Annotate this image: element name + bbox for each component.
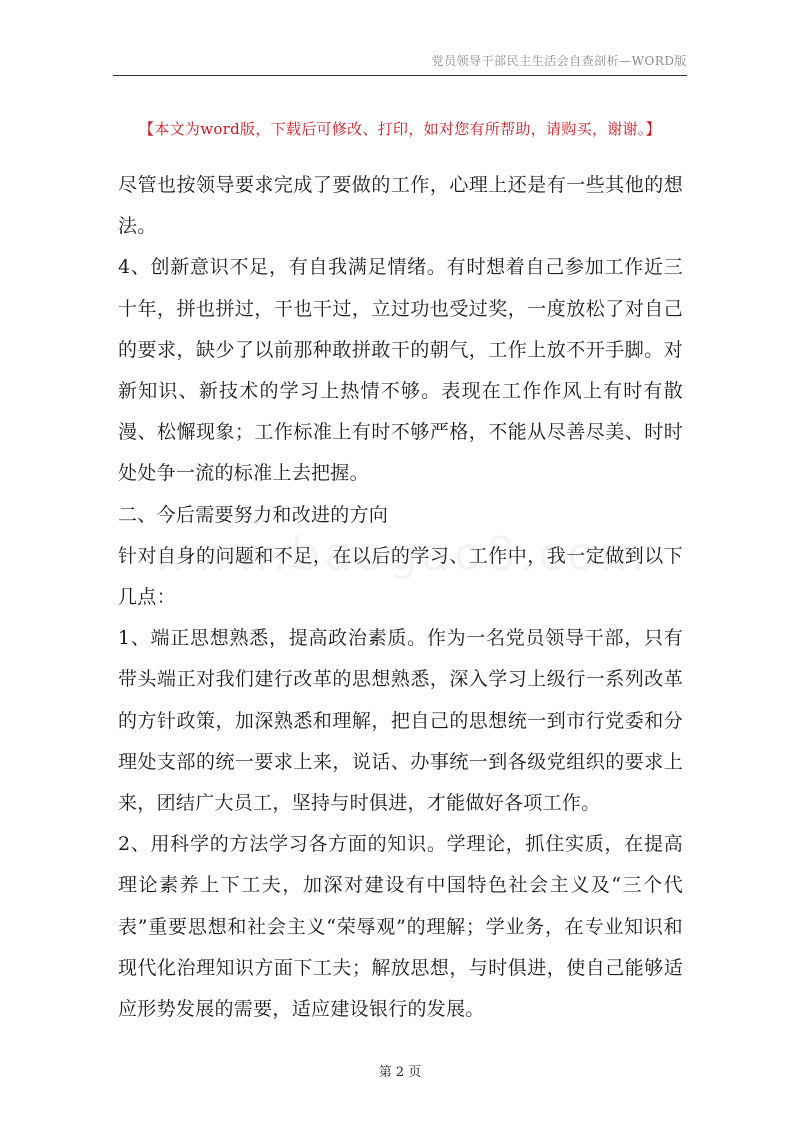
paragraph: 1、端正思想熟悉，提高政治素质。作为一名党员领导干部，只有带头端正对我们建行改革的思想熟悉，深入学习上级行一系列改革的方针政策，加深熟悉和理解，把自己的思想统一到市行党委和分理处支部的统一要求上来，说话、办事统一到各级党组织的要求上来，团结广大员工，坚持与时俱进，才能做好各项工作。	[118, 627, 683, 815]
header-divider	[113, 75, 687, 76]
paragraph: 尽管也按领导要求完成了要做的工作，心理上还是有一些其他的想法。	[118, 174, 683, 238]
document-body	[118, 165, 683, 1030]
purchase-notice: 【本文为word版，下载后可修改、打印，如对您有所帮助，请购买，谢谢。】	[139, 120, 661, 138]
page-number: 第 2 页	[378, 1065, 422, 1080]
paragraph: 针对自身的问题和不足，在以后的学习、工作中，我一定做到以下几点：	[118, 544, 683, 609]
section-heading: 二、今后需要努力和改进的方向	[118, 503, 389, 526]
paragraph: 2、用科学的方法学习各方面的知识。学理论，抓住实质，在提高理论素养上下工夫，加深对建设有中国特色社会主义及“三个代表”重要思想和社会主义“荣辱观”的理解；学业务，在专业知识和现代化治理知识方面下工夫；解放思想，与时俱进，使自己能够适应形势发展的需要，适应建设银行的发展。	[118, 833, 683, 1021]
paragraph: 4、创新意识不足，有自我满足情绪。有时想着自己参加工作近三十年，拼也拼过，干也干过，立过功也受过奖，一度放松了对自己的要求，缺少了以前那种敢拼敢干的朝气，工作上放不开手脚。对新知识、新技术的学习上热情不够。表现在工作作风上有时有散漫、松懈现象；工作标准上有时不够严格，不能从尽善尽美、时时处处争一流的标准上去把握。	[118, 256, 683, 485]
running-header: 党员领导干部民主生活会自查剖析—WORD版	[431, 54, 687, 68]
